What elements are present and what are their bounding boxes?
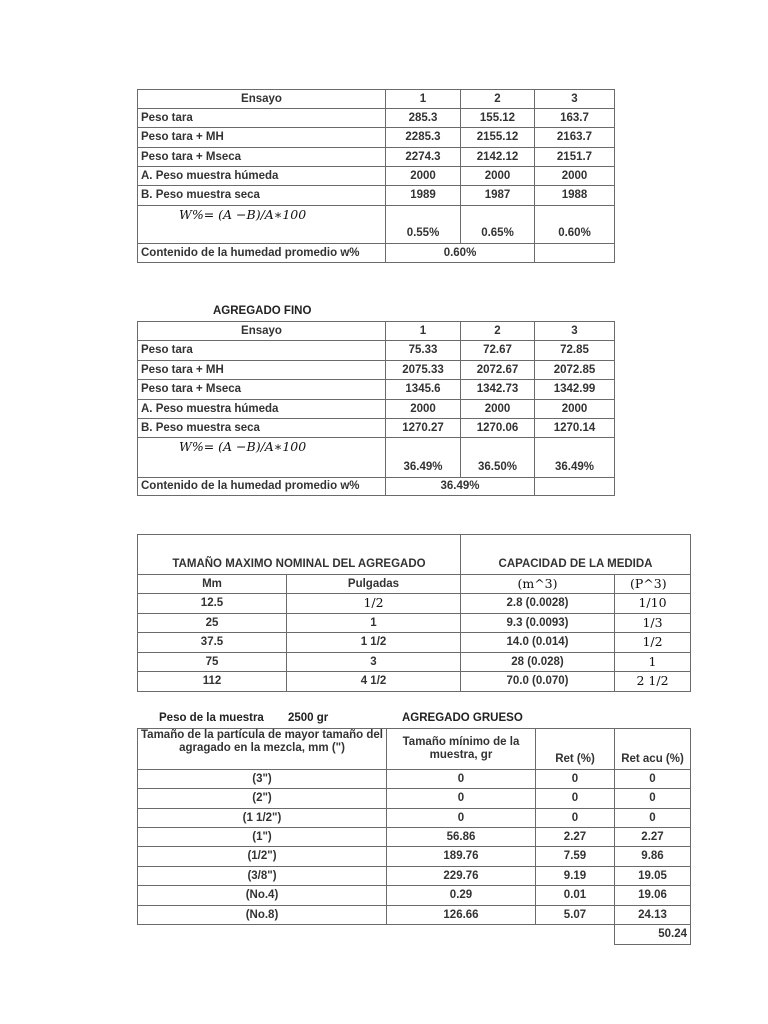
row-label: Peso tara + MH (138, 128, 386, 148)
row-label: Peso tara + Mseca (138, 380, 386, 400)
humedad-table-fino (137, 321, 615, 496)
table-row (138, 109, 615, 128)
cell: 75.33 (386, 341, 461, 361)
cell: 1987 (461, 186, 535, 206)
table-row (138, 789, 691, 809)
cell: (1") (138, 828, 387, 847)
cell: 0.01 (536, 886, 615, 906)
cell: 285.3 (386, 109, 461, 128)
cell: 0 (615, 770, 691, 789)
cell: 3 (287, 653, 461, 672)
header-ensayo: Ensayo (138, 90, 386, 109)
title-capacidad-medida: CAPACIDAD DE LA MEDIDA (461, 535, 691, 575)
cell (615, 672, 691, 692)
blank-cell (387, 925, 536, 945)
unit-m3: (m^3) (517, 575, 558, 591)
average-row (138, 478, 615, 496)
cell (615, 653, 691, 672)
empty-cell (535, 478, 615, 496)
table-row (138, 653, 691, 672)
cell: 14.0 (0.014) (461, 633, 615, 653)
average-label: Contenido de la humedad promedio w% (138, 478, 386, 496)
peso-muestra-label: Peso de la muestra (159, 712, 264, 724)
table-row (138, 906, 691, 925)
cell: 0 (536, 770, 615, 789)
table-header-row (138, 729, 691, 770)
cell: 75 (138, 653, 287, 672)
header-tamano-particula: Tamaño de la partícula de mayor tamaño del agragado en la mezcla, mm (") (138, 729, 387, 770)
header-mm: Mm (138, 575, 287, 594)
table-row (138, 361, 615, 380)
moisture-formula: W%= (A −B)/A∗100 (179, 207, 307, 222)
average-row (138, 244, 615, 263)
row-label: Peso tara (138, 341, 386, 361)
cell (615, 633, 691, 653)
row-label: B. Peso muestra seca (138, 419, 386, 438)
formula-cell (138, 438, 386, 478)
header-ensayo: Ensayo (138, 322, 386, 341)
cell: 25 (138, 614, 287, 633)
row-label: B. Peso muestra seca (138, 186, 386, 206)
table-row (138, 167, 615, 186)
total-row (138, 925, 691, 945)
fraction-value: 1/10 (638, 595, 667, 611)
w-value: 36.49% (386, 438, 461, 478)
cell: (No.4) (138, 886, 387, 906)
cell: 2142.12 (461, 148, 535, 167)
cell: 28 (0.028) (461, 653, 615, 672)
table-header-row (138, 575, 691, 594)
cell: 9.86 (615, 847, 691, 867)
cell: 2.27 (615, 828, 691, 847)
cell: 2000 (461, 167, 535, 186)
cell: 0 (615, 789, 691, 809)
row-label: Peso tara + MH (138, 361, 386, 380)
w-value: 0.55% (386, 206, 461, 244)
cell: 0 (536, 809, 615, 828)
cell: 2163.7 (535, 128, 615, 148)
cell: 5.07 (536, 906, 615, 925)
table-header-row (138, 90, 615, 109)
cell: 1988 (535, 186, 615, 206)
table-row (138, 148, 615, 167)
cell: 72.67 (461, 341, 535, 361)
fraction-value: 1 (648, 653, 657, 669)
average-value: 36.49% (386, 478, 535, 496)
table-row (138, 867, 691, 886)
table-row (138, 128, 615, 148)
cell: (3/8") (138, 867, 387, 886)
cell: 2000 (386, 167, 461, 186)
table-row (138, 419, 615, 438)
table-row (138, 614, 691, 633)
cell: 2000 (461, 400, 535, 419)
w-value: 0.60% (535, 206, 615, 244)
cell: 2000 (535, 167, 615, 186)
fraction-value: 1/2 (363, 595, 384, 611)
table-row (138, 341, 615, 361)
header-pulgadas: Pulgadas (287, 575, 461, 594)
cell: 0 (387, 789, 536, 809)
cell: 2075.33 (386, 361, 461, 380)
cell: 163.7 (535, 109, 615, 128)
cell: 2285.3 (386, 128, 461, 148)
average-label: Contenido de la humedad promedio w% (138, 244, 386, 263)
cell: 2000 (386, 400, 461, 419)
blank-cell (138, 925, 387, 945)
table-row (138, 770, 691, 789)
cell: 37.5 (138, 633, 287, 653)
header-trial-3: 3 (535, 90, 615, 109)
header-p3 (615, 575, 691, 594)
table-row (138, 672, 691, 692)
formula-row (138, 438, 615, 478)
header-trial-1: 1 (386, 90, 461, 109)
header-ret-acu: Ret acu (%) (615, 729, 691, 770)
cell: 2.27 (536, 828, 615, 847)
blank-cell (536, 925, 615, 945)
header-ret: Ret (%) (536, 729, 615, 770)
cell: 1270.14 (535, 419, 615, 438)
humedad-table-1 (137, 89, 615, 263)
empty-cell (535, 244, 615, 263)
w-value: 36.50% (461, 438, 535, 478)
row-label: A. Peso muestra húmeda (138, 167, 386, 186)
formula-row (138, 206, 615, 244)
table-row (138, 633, 691, 653)
cell: 2151.7 (535, 148, 615, 167)
cell: (No.8) (138, 906, 387, 925)
cell: 19.05 (615, 867, 691, 886)
cell (615, 614, 691, 633)
cell: 1270.06 (461, 419, 535, 438)
cell: 2072.85 (535, 361, 615, 380)
cell: (2") (138, 789, 387, 809)
cell: 7.59 (536, 847, 615, 867)
cell: 2155.12 (461, 128, 535, 148)
fraction-value: 2 1/2 (636, 673, 669, 689)
cell: 4 1/2 (287, 672, 461, 692)
agregado-fino-caption: AGREGADO FINO (213, 305, 312, 317)
header-m3 (461, 575, 615, 594)
header-trial-2: 2 (461, 90, 535, 109)
table-row (138, 847, 691, 867)
cell: 1345.6 (386, 380, 461, 400)
header-trial-1: 1 (386, 322, 461, 341)
table-row (138, 886, 691, 906)
cell: 2072.67 (461, 361, 535, 380)
row-label: Peso tara + Mseca (138, 148, 386, 167)
cell: 155.12 (461, 109, 535, 128)
fraction-value: 1/3 (642, 614, 663, 630)
cell: 0 (387, 770, 536, 789)
cell: 72.85 (535, 341, 615, 361)
fraction-value: 1/2 (642, 634, 663, 650)
cell: 1270.27 (386, 419, 461, 438)
total-ret-acu: 50.24 (615, 925, 691, 945)
cell: 0 (387, 809, 536, 828)
table-row (138, 809, 691, 828)
cell: 1 (287, 614, 461, 633)
table-row (138, 380, 615, 400)
cell: 0 (615, 809, 691, 828)
cell: 229.76 (387, 867, 536, 886)
cell: 112 (138, 672, 287, 692)
w-value: 36.49% (535, 438, 615, 478)
header-tamano-minimo: Tamaño mínimo de la muestra, gr (387, 729, 536, 770)
moisture-formula: W%= (A −B)/A∗100 (179, 439, 307, 454)
cell: 56.86 (387, 828, 536, 847)
row-label: Peso tara (138, 109, 386, 128)
unit-p3: (P^3) (630, 575, 667, 591)
cell: 1342.73 (461, 380, 535, 400)
cell: (1/2") (138, 847, 387, 867)
cell: 2.8 (0.0028) (461, 594, 615, 614)
cell: 126.66 (387, 906, 536, 925)
cell: 24.13 (615, 906, 691, 925)
cell: 9.3 (0.0093) (461, 614, 615, 633)
table-row (138, 400, 615, 419)
cell: 189.76 (387, 847, 536, 867)
table-header-row (138, 322, 615, 341)
table-row (138, 186, 615, 206)
cell: (1 1/2") (138, 809, 387, 828)
w-value: 0.65% (461, 206, 535, 244)
capacidad-medida-table (137, 534, 691, 692)
row-label: A. Peso muestra húmeda (138, 400, 386, 419)
header-trial-3: 3 (535, 322, 615, 341)
agregado-grueso-caption: AGREGADO GRUESO (402, 712, 523, 724)
cell: 2274.3 (386, 148, 461, 167)
cell: 19.06 (615, 886, 691, 906)
cell: 70.0 (0.070) (461, 672, 615, 692)
formula-cell (138, 206, 386, 244)
cell: 1342.99 (535, 380, 615, 400)
cell (287, 594, 461, 614)
cell: 1989 (386, 186, 461, 206)
table-row (138, 594, 691, 614)
table-title-row (138, 535, 691, 575)
table-row (138, 828, 691, 847)
header-trial-2: 2 (461, 322, 535, 341)
cell: (3") (138, 770, 387, 789)
cell: 0.29 (387, 886, 536, 906)
cell: 0 (536, 789, 615, 809)
cell (615, 594, 691, 614)
cell: 2000 (535, 400, 615, 419)
title-tamano-maximo: TAMAÑO MAXIMO NOMINAL DEL AGREGADO (138, 535, 461, 575)
cell: 9.19 (536, 867, 615, 886)
agregado-grueso-table (137, 728, 691, 945)
average-value: 0.60% (386, 244, 535, 263)
cell: 1 1/2 (287, 633, 461, 653)
cell: 12.5 (138, 594, 287, 614)
peso-muestra-value: 2500 gr (288, 712, 329, 724)
